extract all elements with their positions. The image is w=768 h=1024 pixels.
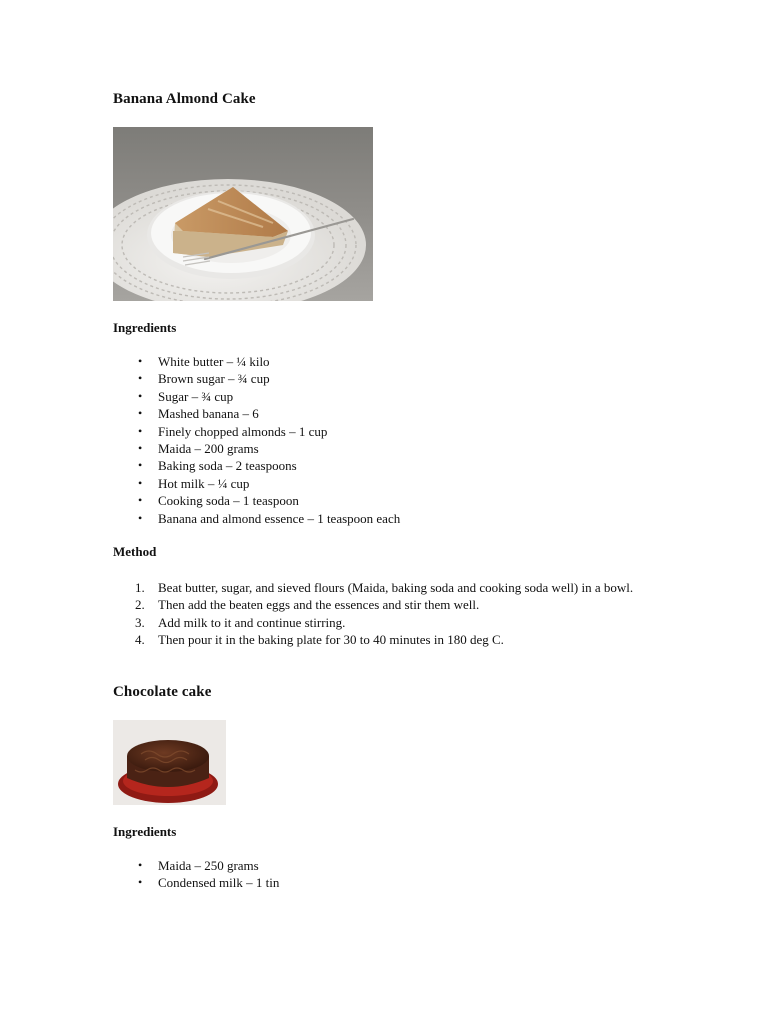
bullet-icon: • — [138, 354, 143, 368]
list-item: • Baking soda – 2 teaspoons — [138, 458, 297, 474]
list-item: • Hot milk – ¼ cup — [138, 475, 250, 491]
method-step — [113, 631, 673, 648]
bullet-icon: • — [138, 423, 143, 438]
bullet-icon: • — [138, 458, 143, 473]
step-number: 2. — [135, 597, 145, 613]
step-number: 4. — [135, 632, 145, 648]
recipe-title-chocolate-cake: Chocolate cake — [113, 684, 212, 700]
step-text: Then pour it in the baking plate for 30 to 40 minutes in 180 deg C. — [158, 632, 504, 648]
chocolate-cake-image — [113, 720, 226, 805]
list-item: • Sugar – ¾ cup — [138, 388, 234, 404]
step-number: 1. — [135, 580, 145, 595]
step-number: 3. — [135, 614, 145, 630]
list-item: • Mashed banana – 6 — [138, 406, 259, 422]
chocolate-cake-photo — [113, 720, 226, 805]
bullet-icon: • — [138, 858, 143, 872]
list-item: • Condensed milk – 1 tin — [138, 875, 280, 891]
bullet-icon: • — [138, 475, 143, 490]
list-item: • Cooking soda – 1 teaspoon — [138, 493, 299, 509]
recipe-title-banana-almond-cake: Banana Almond Cake — [113, 91, 256, 107]
method-heading: Method — [113, 544, 157, 559]
method-steps-list — [113, 579, 673, 649]
method-step — [113, 596, 673, 613]
bullet-icon: • — [138, 875, 143, 890]
banana-cake-image — [113, 127, 373, 301]
list-item: • Maida – 250 grams — [138, 858, 259, 873]
ingredients-list — [113, 353, 400, 527]
bullet-icon: • — [138, 493, 143, 508]
list-item: • Brown sugar – ¾ cup — [138, 371, 270, 387]
step-text: Then add the beaten eggs and the essences and stir them well. — [158, 597, 480, 613]
method-step — [113, 614, 673, 631]
step-text: Beat butter, sugar, and sieved flours (Maida, baking soda and cooking soda well) in a bowl. — [158, 580, 634, 595]
list-item: • Finely chopped almonds – 1 cup — [138, 423, 328, 439]
banana-cake-photo — [113, 127, 373, 301]
ingredients-heading: Ingredients — [113, 320, 177, 335]
step-text: Add milk to it and continue stirring. — [158, 614, 346, 630]
ingredients-list-chocolate — [113, 857, 279, 892]
list-item: • White butter – ¼ kilo — [138, 354, 270, 369]
bullet-icon: • — [138, 388, 143, 403]
list-item: • Banana and almond essence – 1 teaspoon each — [138, 510, 401, 526]
bullet-icon: • — [138, 510, 143, 525]
bullet-icon: • — [138, 441, 143, 456]
bullet-icon: • — [138, 406, 143, 421]
ingredients-heading-chocolate: Ingredients — [113, 824, 177, 839]
bullet-icon: • — [138, 371, 143, 386]
list-item: • Maida – 200 grams — [138, 441, 259, 457]
method-step — [113, 579, 673, 596]
